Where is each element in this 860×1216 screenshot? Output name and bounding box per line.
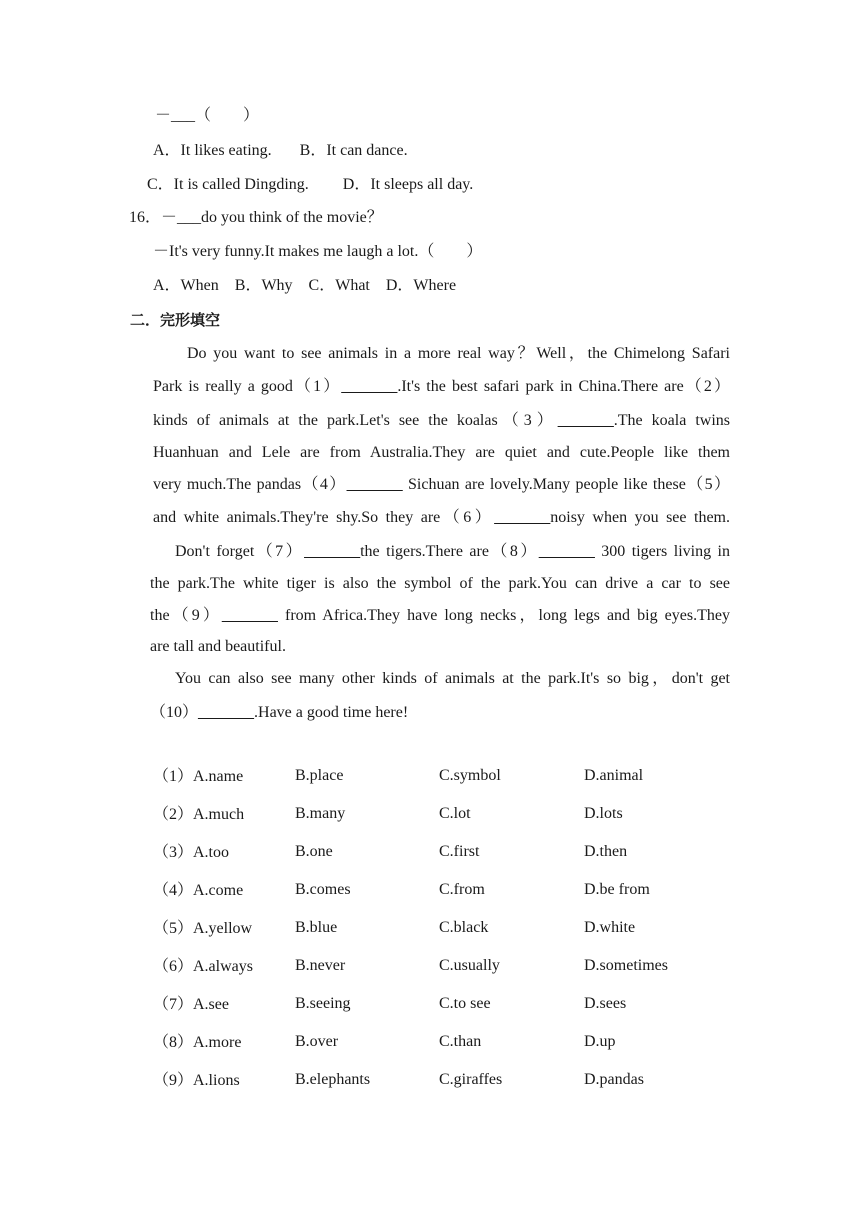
option-c[interactable]: C.black xyxy=(439,919,489,936)
blank-6[interactable]: _______ xyxy=(494,509,551,526)
passage-text: Sichuan are lovely.Many people like these（5） xyxy=(402,476,730,493)
option-d[interactable]: D.be from xyxy=(584,881,650,898)
q16-option-a[interactable]: A．When xyxy=(153,277,219,294)
option-a[interactable]: （3）A.too xyxy=(153,844,230,861)
option-a[interactable]: （7）A.see xyxy=(153,996,229,1013)
option-a[interactable]: （2）A.much xyxy=(153,806,245,823)
option-a[interactable]: （1）A.name xyxy=(153,768,244,785)
q15-option-b[interactable]: B．It can dance. xyxy=(299,142,408,159)
option-b[interactable]: B.blue xyxy=(295,919,338,936)
passage-line: You can also see many other kinds of animals at the park.It's so big，don't get xyxy=(175,670,730,687)
option-a[interactable]: （8）A.more xyxy=(153,1034,242,1051)
option-b[interactable]: B.seeing xyxy=(295,995,351,1012)
blank-9[interactable]: _______ xyxy=(221,607,278,624)
passage-text: and white animals.They're shy.So they are（6） xyxy=(153,509,495,526)
q15-answer-line: －___（ ） xyxy=(155,107,260,124)
passage-text: .The koala twins xyxy=(613,412,730,429)
option-d[interactable]: D.up xyxy=(584,1033,616,1050)
passage-line xyxy=(175,542,730,562)
option-a[interactable]: （9）A.lions xyxy=(153,1072,240,1089)
q15-options-row1 xyxy=(153,141,408,161)
option-b[interactable]: B.elephants xyxy=(295,1071,371,1088)
passage-line xyxy=(150,703,408,723)
option-b[interactable]: B.never xyxy=(295,957,346,974)
blank-10[interactable]: _______ xyxy=(198,704,255,721)
q15-option-a[interactable]: A．It likes eating. xyxy=(153,142,272,159)
passage-text: from Africa.They have long necks，long legs and big eyes.They xyxy=(277,607,730,624)
q15-option-c[interactable]: C．It is called Dingding. xyxy=(147,176,309,193)
option-d[interactable]: D.lots xyxy=(584,805,623,822)
q16-text: －___do you think of the movie？ xyxy=(161,209,383,226)
passage-text: the tigers.There are（8） xyxy=(360,543,539,560)
option-c[interactable]: C.from xyxy=(439,881,485,898)
option-b[interactable]: B.many xyxy=(295,805,346,822)
option-c[interactable]: C.giraffes xyxy=(439,1071,503,1088)
option-a[interactable]: （5）A.yellow xyxy=(153,920,253,937)
q16-number: 16． xyxy=(129,209,162,226)
blank-4[interactable]: _______ xyxy=(346,476,403,493)
q16-option-d[interactable]: D．Where xyxy=(385,277,457,294)
option-d[interactable]: D.pandas xyxy=(584,1071,644,1088)
option-c[interactable]: C.usually xyxy=(439,957,500,974)
q16-question xyxy=(129,208,383,228)
q16-options xyxy=(153,276,456,296)
option-b[interactable]: B.over xyxy=(295,1033,339,1050)
blank-8[interactable]: _______ xyxy=(538,543,595,560)
option-d[interactable]: D.then xyxy=(584,843,628,860)
passage-text: （10） xyxy=(150,704,199,721)
section-title: 二．完形填空 xyxy=(130,311,221,329)
passage-line: the park.The white tiger is also the symbol of the park.You can drive a car to see xyxy=(150,575,730,592)
option-c[interactable]: C.to see xyxy=(439,995,491,1012)
passage-text: kinds of animals at the park.Let's see the koalas（3） xyxy=(153,412,558,429)
option-d[interactable]: D.sees xyxy=(584,995,627,1012)
option-c[interactable]: C.symbol xyxy=(439,767,501,784)
option-b[interactable]: B.comes xyxy=(295,881,351,898)
passage-text: 300 tigers living in xyxy=(594,543,730,560)
passage-text: noisy when you see them. xyxy=(550,509,730,526)
passage-line xyxy=(153,475,730,495)
option-d[interactable]: D.animal xyxy=(584,767,644,784)
option-c[interactable]: C.first xyxy=(439,843,480,860)
option-a[interactable]: （6）A.always xyxy=(153,958,253,975)
passage-line xyxy=(150,606,730,626)
passage-text: Park is really a good（1） xyxy=(153,378,342,395)
q16-option-c[interactable]: C．What xyxy=(308,277,370,294)
passage-text: .Have a good time here! xyxy=(254,704,409,721)
passage-line: are tall and beautiful. xyxy=(150,638,286,655)
passage-line xyxy=(153,508,730,528)
q15-option-d[interactable]: D．It sleeps all day. xyxy=(342,176,474,193)
blank-1[interactable]: _______ xyxy=(341,378,398,395)
option-d[interactable]: D.white xyxy=(584,919,636,936)
passage-line xyxy=(153,377,730,397)
passage-text: Don't forget（7） xyxy=(175,543,305,560)
option-b[interactable]: B.place xyxy=(295,767,344,784)
passage-line: Huanhuan and Lele are from Australia.They are quiet and cute.People like them xyxy=(153,444,730,461)
option-c[interactable]: C.lot xyxy=(439,805,471,822)
passage-line xyxy=(153,411,730,431)
passage-line: Do you want to see animals in a more real way？Well，the Chimelong Safari xyxy=(187,345,730,362)
q15-options-row2 xyxy=(147,175,473,195)
blank-3[interactable]: _______ xyxy=(557,412,614,429)
passage-text: the（9） xyxy=(150,607,222,624)
q16-answer: －It's very funny.It makes me laugh a lot.（ ） xyxy=(153,243,483,260)
passage-text: .It's the best safari park in China.There are（2） xyxy=(397,378,730,395)
option-b[interactable]: B.one xyxy=(295,843,333,860)
option-d[interactable]: D.sometimes xyxy=(584,957,668,974)
option-c[interactable]: C.than xyxy=(439,1033,482,1050)
q16-option-b[interactable]: B．Why xyxy=(234,277,293,294)
blank-7[interactable]: _______ xyxy=(304,543,361,560)
option-a[interactable]: （4）A.come xyxy=(153,882,244,899)
passage-text: very much.The pandas（4） xyxy=(153,476,347,493)
